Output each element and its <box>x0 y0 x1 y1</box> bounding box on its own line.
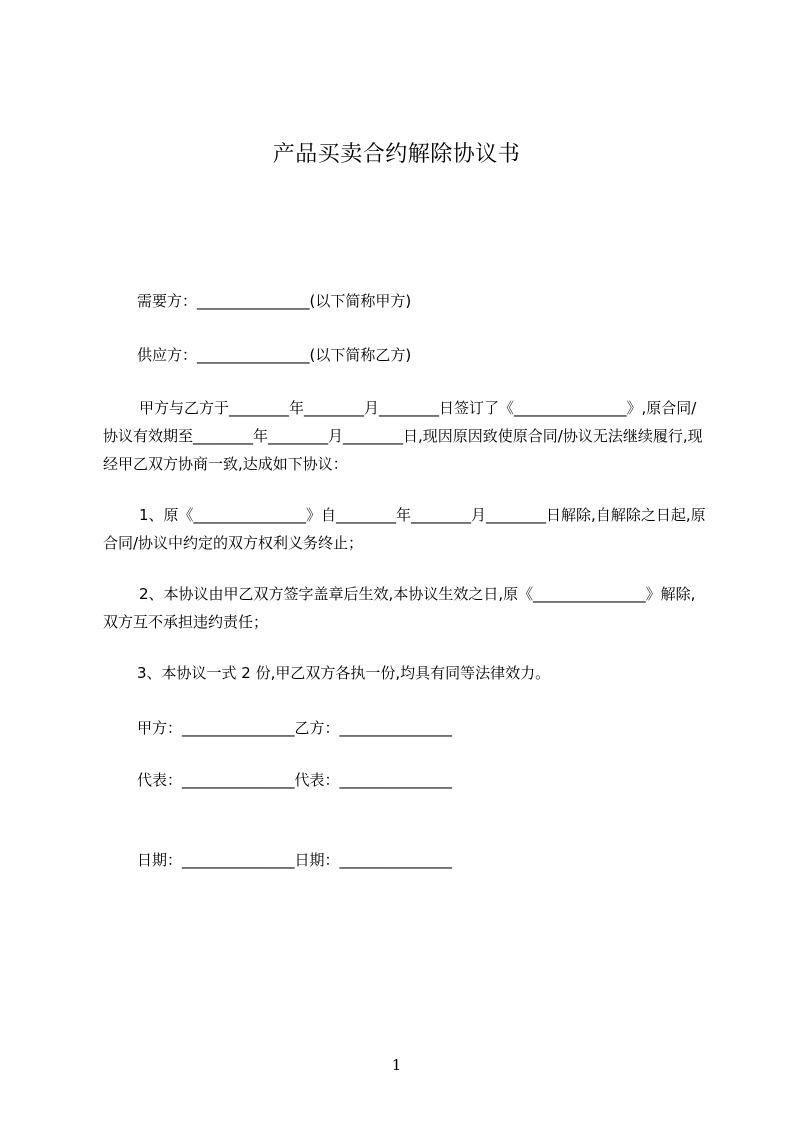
document-title: 产品买卖合约解除协议书 <box>272 142 521 167</box>
intro-paragraph: 甲方与乙方于________年________月________日签订了《_______________》,原合同/协议有效期至________年________月________日,现因原因致使原合同/协议无法继续履行,现经甲乙双方协商一致,达成如下协议： <box>103 399 703 473</box>
clause-1: 1、原《_______________》自________年________月________日解除,自解除之日起,原合同/协议中约定的双方权利义务终止； <box>103 506 706 552</box>
clause-3: 3、本协议一式 2 份,甲乙双方各执一份,均具有同等法律效力。 <box>137 664 551 682</box>
signature-date-line: 日期：_______________日期：_______________ <box>137 851 453 869</box>
supplier-line: 供应方：_______________(以下简称乙方) <box>137 346 412 364</box>
page-number: 1 <box>391 1056 402 1074</box>
signature-representative-line: 代表：_______________代表：_______________ <box>137 771 453 789</box>
signature-party-line: 甲方：_______________乙方：_______________ <box>137 719 453 737</box>
buyer-line: 需要方：_______________(以下简称甲方) <box>137 292 412 310</box>
clause-2: 2、本协议由甲乙双方签字盖章后生效,本协议生效之日,原《_______________》解除,双方互不承担违约责任； <box>103 585 696 631</box>
